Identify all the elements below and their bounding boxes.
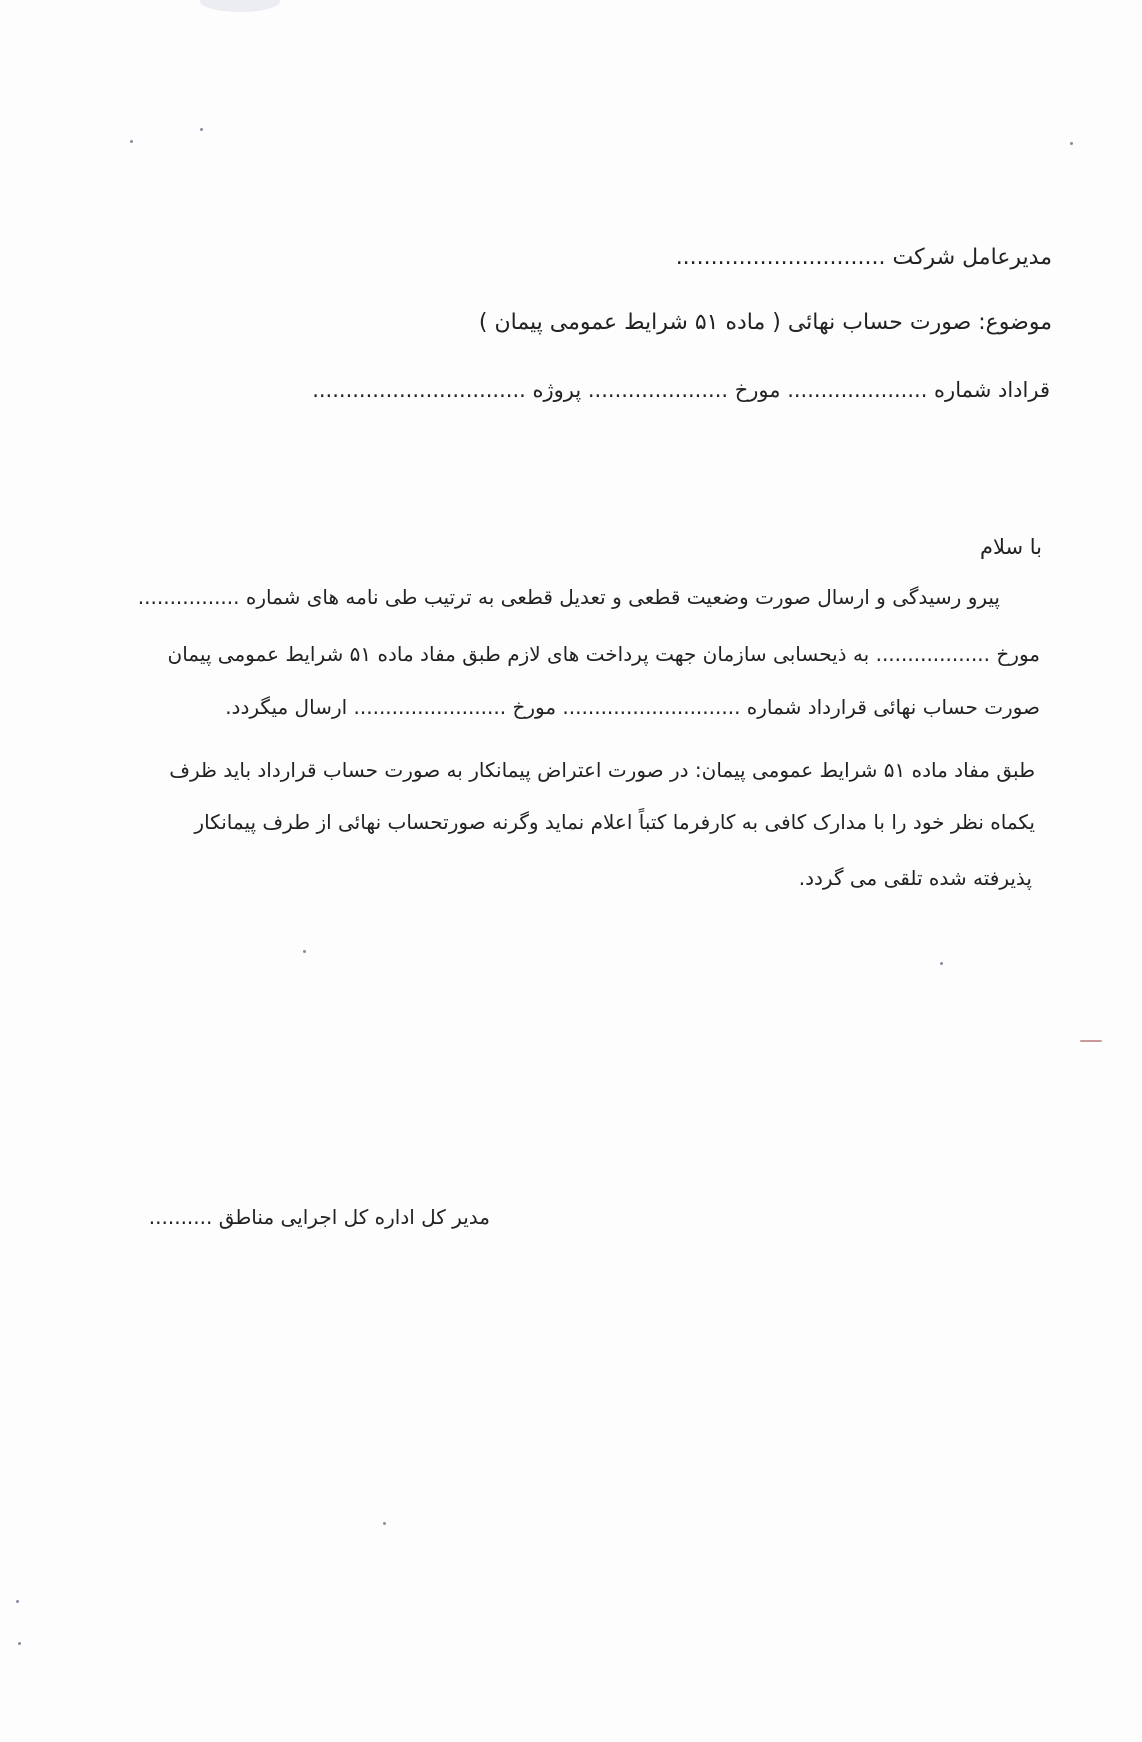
scan-speck	[16, 1600, 19, 1603]
paragraph-2-line-2: یکماه نظر خود را با مدارک کافی به کارفرما کتباً اعلام نماید وگرنه صورتحساب نهائی از طرف پیمانکار	[194, 810, 1035, 834]
signature-title: مدیر کل اداره کل اجرایی مناطق ..........	[148, 1205, 490, 1229]
paragraph-1-line-3: صورت حساب نهائی قرارداد شماره ............................ مورخ ........................ ارسال میگردد.	[225, 695, 1040, 719]
recipient-line: مدیرعامل شرکت ..............................	[675, 245, 1052, 270]
paragraph-1-line-2: مورخ .................. به ذیحسابی سازمان جهت پرداخت های لازم طبق مفاد ماده ۵۱ شرایط عمومی پیمان	[167, 642, 1040, 666]
contract-line: قراداد شماره ..................... مورخ ..................... پروژه ................................	[312, 378, 1050, 402]
scan-smudge	[200, 0, 280, 12]
scan-speck	[1070, 142, 1073, 145]
scan-speck	[200, 128, 203, 131]
scan-speck	[303, 950, 306, 953]
scan-speck	[383, 1522, 386, 1525]
greeting: با سلام	[979, 535, 1042, 559]
scan-speck	[1080, 1040, 1102, 1042]
paragraph-2-line-1: طبق مفاد ماده ۵۱ شرایط عمومی پیمان: در صورت اعتراض پیمانکار به صورت حساب قرارداد باید ظرف	[169, 758, 1035, 782]
scan-speck	[130, 140, 133, 143]
paragraph-1-line-1: پیرو رسیدگی و ارسال صورت وضعیت قطعی و تعدیل قطعی به ترتیب طی نامه های شماره ................	[137, 585, 1000, 609]
scan-speck	[18, 1642, 21, 1645]
subject-line: موضوع: صورت حساب نهائی ( ماده ۵۱ شرایط عمومی پیمان )	[478, 310, 1052, 335]
scan-speck	[940, 962, 943, 965]
paragraph-2-line-3: پذیرفته شده تلقی می گردد.	[798, 866, 1032, 890]
